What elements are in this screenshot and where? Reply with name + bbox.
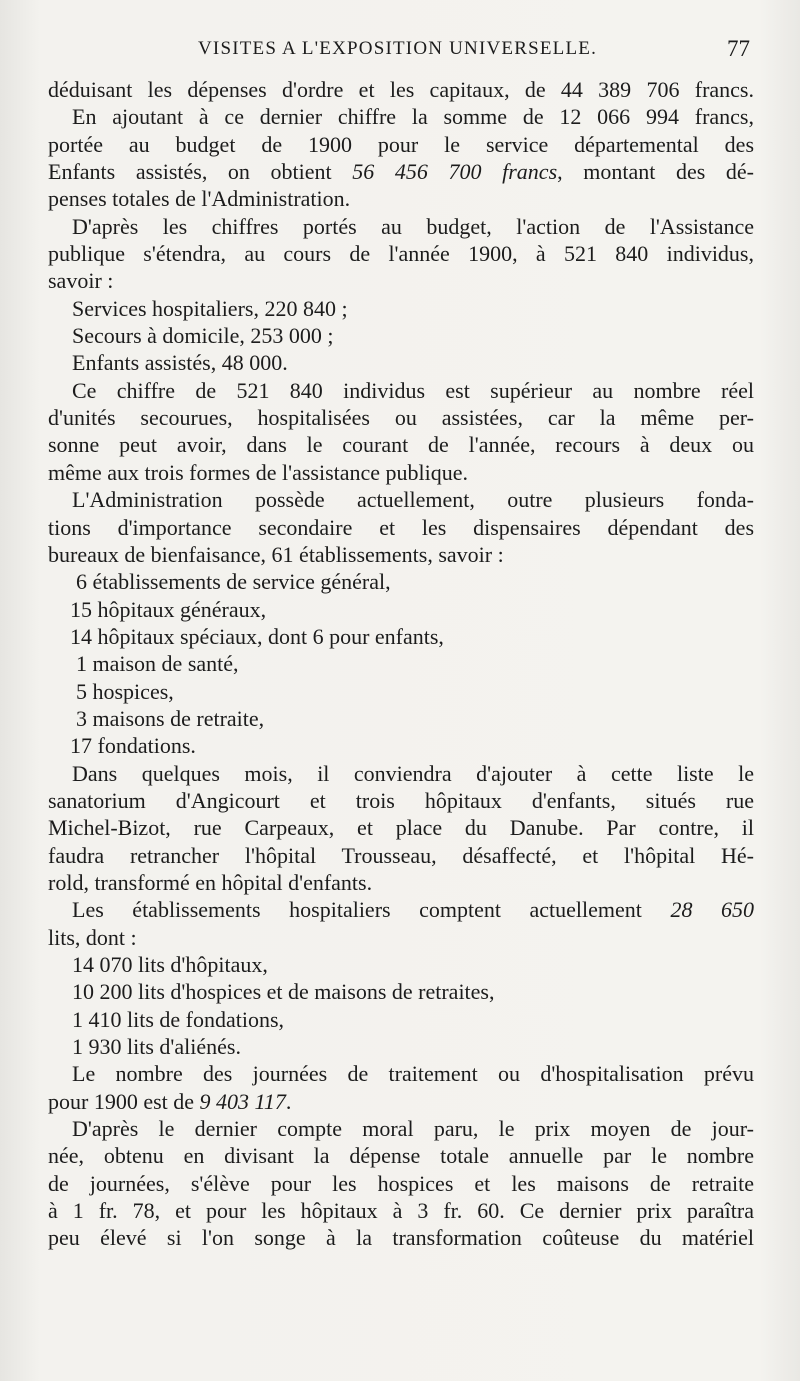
text-line: pour 1900 est de 9 403 117. (48, 1088, 292, 1114)
text-line: peu élevé si l'on songe à la transformation coûteuse du matériel (48, 1225, 754, 1251)
list-item: 10 200 lits d'hospices et de maisons de retraites, (72, 979, 495, 1005)
text-line: Michel-Bizot, rue Carpeaux, et place du Danube. Par contre, il (48, 815, 754, 841)
page-number: 77 (727, 36, 750, 61)
page-header (0, 38, 800, 68)
text-line: portée au budget de 1900 pour le service départemental des (48, 131, 754, 157)
total-days: 9 403 117 (199, 1088, 286, 1114)
text-line: rold, transformé en hôpital d'enfants. (48, 869, 373, 895)
text-line: tions d'importance secondaire et les dispensaires dépendant des (48, 514, 754, 540)
text-line: Dans quelques mois, il conviendra d'ajouter à cette liste le (72, 760, 754, 786)
body-text (48, 76, 754, 1252)
list-item: 14 070 lits d'hôpitaux, (72, 952, 268, 977)
list-item: 6 établissements de service général, (76, 569, 391, 595)
list-item: 14 hôpitaux spéciaux, dont 6 pour enfants, (70, 623, 444, 649)
text-line: L'Administration possède actuellement, outre plusieurs fonda- (72, 487, 754, 513)
text-line: penses totales de l'Administration. (48, 186, 351, 212)
text-line: Le nombre des journées de traitement ou d'hospitalisation prévu (72, 1061, 754, 1087)
text-line: de journées, s'élève pour les hospices et les maisons de retraite (48, 1170, 754, 1196)
text-line: lits, dont : (48, 924, 137, 950)
text-line: bureaux de bienfaisance, 61 établissements, savoir : (48, 541, 504, 567)
text-line: Ce chiffre de 521 840 individus est supérieur au nombre réel (72, 377, 754, 403)
text-line: faudra retrancher l'hôpital Trousseau, désaffecté, et l'hôpital Hé- (48, 842, 754, 868)
text-line: Enfants assistés, on obtient 56 456 700 francs, montant des dé- (48, 159, 755, 185)
list-item: 1 930 lits d'aliénés. (72, 1034, 241, 1060)
list-item: 5 hospices, (76, 678, 174, 704)
total-expenses: 56 456 700 francs (352, 159, 558, 185)
list-item: Secours à domicile, 253 000 ; (72, 323, 334, 349)
text-line: D'après les chiffres portés au budget, l'action de l'Assistance (72, 213, 754, 239)
text-line: D'après le dernier compte moral paru, le prix moyen de jour- (72, 1116, 754, 1142)
text-line: même aux trois formes de l'assistance publique. (48, 459, 469, 485)
list-item: Enfants assistés, 48 000. (72, 350, 288, 376)
list-item: 17 fondations. (70, 733, 196, 759)
text-line: d'unités secourues, hospitalisées ou assistées, car la même per- (48, 405, 754, 431)
text-line: sonne peut avoir, dans le courant de l'année, recours à deux ou (48, 432, 754, 458)
text-line: à 1 fr. 78, et pour les hôpitaux à 3 fr. 60. Ce dernier prix paraîtra (48, 1198, 754, 1224)
running-title: VISITES A L'EXPOSITION UNIVERSELLE. (198, 38, 598, 59)
text-line: publique s'étendra, au cours de l'année 1900, à 521 840 individus, (48, 241, 754, 267)
list-item: Services hospitaliers, 220 840 ; (72, 295, 348, 321)
text-line: née, obtenu en divisant la dépense totale annuelle par le nombre (48, 1143, 754, 1169)
list-item: 1 410 lits de fondations, (72, 1006, 285, 1032)
list-item: 15 hôpitaux généraux, (70, 596, 267, 622)
list-item: 1 maison de santé, (76, 651, 239, 677)
total-beds: 28 650 (670, 897, 755, 923)
text-line: savoir : (48, 268, 114, 294)
list-item: 3 maisons de retraite, (76, 705, 265, 731)
text-line: En ajoutant à ce dernier chiffre la somme de 12 066 994 francs, (72, 104, 754, 130)
text-line: sanatorium d'Angicourt et trois hôpitaux d'enfants, situés rue (48, 787, 754, 813)
text-line: déduisant les dépenses d'ordre et les capitaux, de 44 389 706 francs. (48, 77, 754, 102)
text-line: Les établissements hospitaliers comptent actuellement 28 650 (72, 897, 755, 923)
